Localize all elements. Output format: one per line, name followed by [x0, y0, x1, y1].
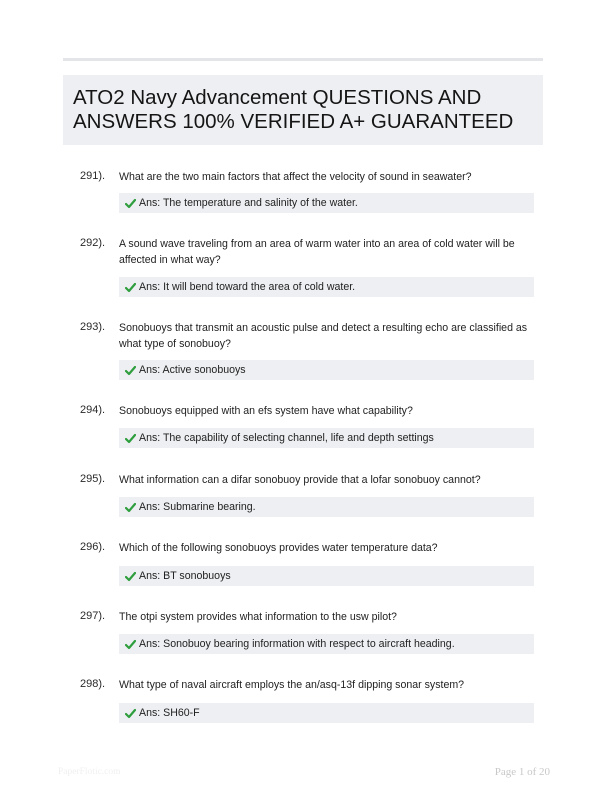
answer-box [119, 566, 534, 586]
answer-text: Ans: The temperature and salinity of the water. [139, 197, 358, 209]
title-banner [63, 75, 543, 145]
answer-text: Ans: The capability of selecting channel, life and depth settings [139, 432, 434, 444]
answer-box [119, 634, 534, 654]
check-icon [125, 708, 136, 719]
question-number: 294). [80, 404, 106, 416]
answer-text: Ans: Sonobuoy bearing information with respect to aircraft heading. [139, 638, 455, 650]
question-number: 298). [80, 678, 106, 690]
check-icon [125, 433, 136, 444]
answer-text: Ans: Submarine bearing. [139, 501, 256, 513]
question-text: What information can a difar sonobuoy provide that a lofar sonobuoy cannot? [119, 474, 481, 486]
footer-watermark: PaperFlotic.com [58, 767, 121, 777]
answer-box [119, 360, 534, 380]
answer-text: Ans: SH60-F [139, 707, 200, 719]
document-title: ATO2 Navy Advancement QUESTIONS AND ANSWERS 100% VERIFIED A+ GUARANTEED [73, 86, 514, 133]
question-text: What type of naval aircraft employs the an/asq-13f dipping sonar system? [119, 679, 465, 691]
question-text: What are the two main factors that affect the velocity of sound in seawater? [119, 171, 472, 183]
question-number: 293). [80, 321, 106, 333]
top-divider [63, 58, 543, 61]
question-number: 291). [80, 170, 106, 182]
question-text: The otpi system provides what information to the usw pilot? [119, 611, 397, 623]
page-number: Page 1 of 20 [494, 766, 550, 778]
answer-text: Ans: BT sonobuoys [139, 570, 231, 582]
answer-box [119, 193, 534, 213]
answer-box [119, 428, 534, 448]
answer-text: Ans: It will bend toward the area of cold water. [139, 281, 356, 293]
check-icon [125, 571, 136, 582]
question-number: 297). [80, 610, 106, 622]
answer-box [119, 497, 534, 517]
question-number: 295). [80, 473, 106, 485]
answer-box [119, 703, 534, 723]
check-icon [125, 365, 136, 376]
check-icon [125, 502, 136, 513]
question-text: A sound wave traveling from an area of warm water into an area of cold water will be affected in what way? [119, 238, 515, 266]
question-number: 292). [80, 237, 106, 249]
question-number: 296). [80, 541, 106, 553]
answer-box [119, 277, 534, 297]
question-text: Sonobuoys equipped with an efs system have what capability? [119, 405, 413, 417]
question-text: Which of the following sonobuoys provides water temperature data? [119, 542, 438, 554]
answer-text: Ans: Active sonobuoys [139, 364, 246, 376]
check-icon [125, 198, 136, 209]
check-icon [125, 639, 136, 650]
question-text: Sonobuoys that transmit an acoustic pulse and detect a resulting echo are classified as what type of sonobuoy? [119, 322, 528, 350]
check-icon [125, 282, 136, 293]
